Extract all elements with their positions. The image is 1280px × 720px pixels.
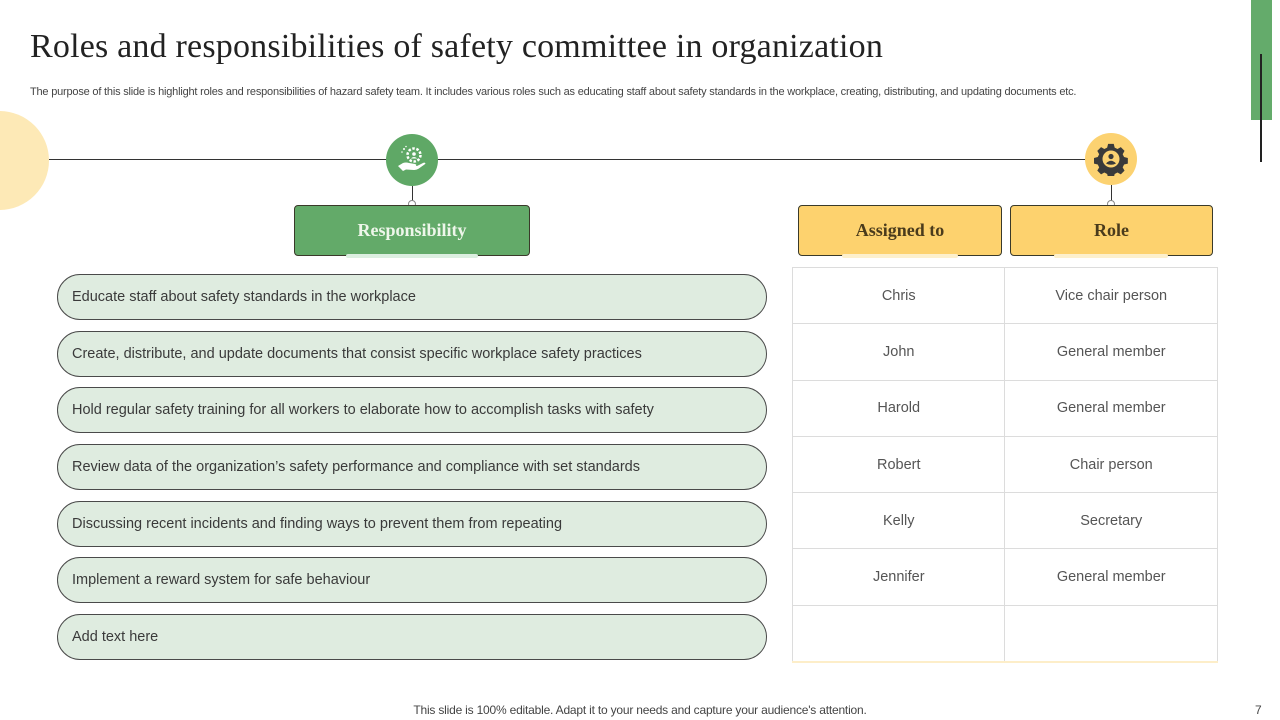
responsibility-item: Create, distribute, and update documents that consist specific workplace safety practices [57,331,767,377]
gear-person-icon [1094,142,1128,176]
header-underglow [1054,254,1168,258]
assigned-to-cell: John [793,324,1005,380]
responsibility-item: Implement a reward system for safe behaviour [57,557,767,603]
responsibility-icon-badge [386,134,438,186]
hand-gear-person-icon [395,143,429,177]
role-cell: Chair person [1005,436,1218,492]
role-cell: Secretary [1005,493,1218,549]
responsibility-item: Review data of the organization’s safety performance and compliance with set standards [57,444,767,490]
table-row [793,493,1218,549]
assigned-to-cell: Harold [793,380,1005,436]
footer-note: This slide is 100% editable. Adapt it to your needs and capture your audience's attention. [413,703,867,717]
role-cell [1005,605,1218,661]
accent-line [1260,54,1262,162]
table-row [793,436,1218,492]
header-underglow [842,254,958,258]
table-row-empty [793,605,1218,661]
assigned-to-cell [793,605,1005,661]
slide-title: Roles and responsibilities of safety committee in organization [30,28,884,65]
responsibility-item: Hold regular safety training for all workers to elaborate how to accomplish tasks with safety [57,387,767,433]
header-underglow [346,254,478,258]
table-row [793,380,1218,436]
assigned-to-cell: Kelly [793,493,1005,549]
responsibility-item-placeholder: Add text here [57,614,767,660]
role-cell: Vice chair person [1005,268,1218,324]
responsibility-header: Responsibility [294,205,530,256]
table-row [793,324,1218,380]
assigned-to-cell: Chris [793,268,1005,324]
responsibility-item: Educate staff about safety standards in the workplace [57,274,767,320]
timeline-line [49,159,1111,160]
assigned-to-cell: Jennifer [793,549,1005,605]
slide-subtitle: The purpose of this slide is highlight roles and responsibilities of hazard safety team. It includes various roles such as educating staff about safety standards in the workplace, creating, distributing, and updating documents etc. [30,86,1077,98]
responsibility-item: Discussing recent incidents and finding ways to prevent them from repeating [57,501,767,547]
roles-table [792,267,1218,663]
role-header: Role [1010,205,1213,256]
page-number: 7 [1255,703,1262,717]
responsibility-list [57,274,767,671]
table-row [793,268,1218,324]
decorative-circle [0,111,49,210]
role-icon-badge [1085,133,1137,185]
role-cell: General member [1005,549,1218,605]
assigned-to-cell: Robert [793,436,1005,492]
role-cell: General member [1005,380,1218,436]
role-cell: General member [1005,324,1218,380]
assigned-to-header: Assigned to [798,205,1002,256]
table-row [793,549,1218,605]
